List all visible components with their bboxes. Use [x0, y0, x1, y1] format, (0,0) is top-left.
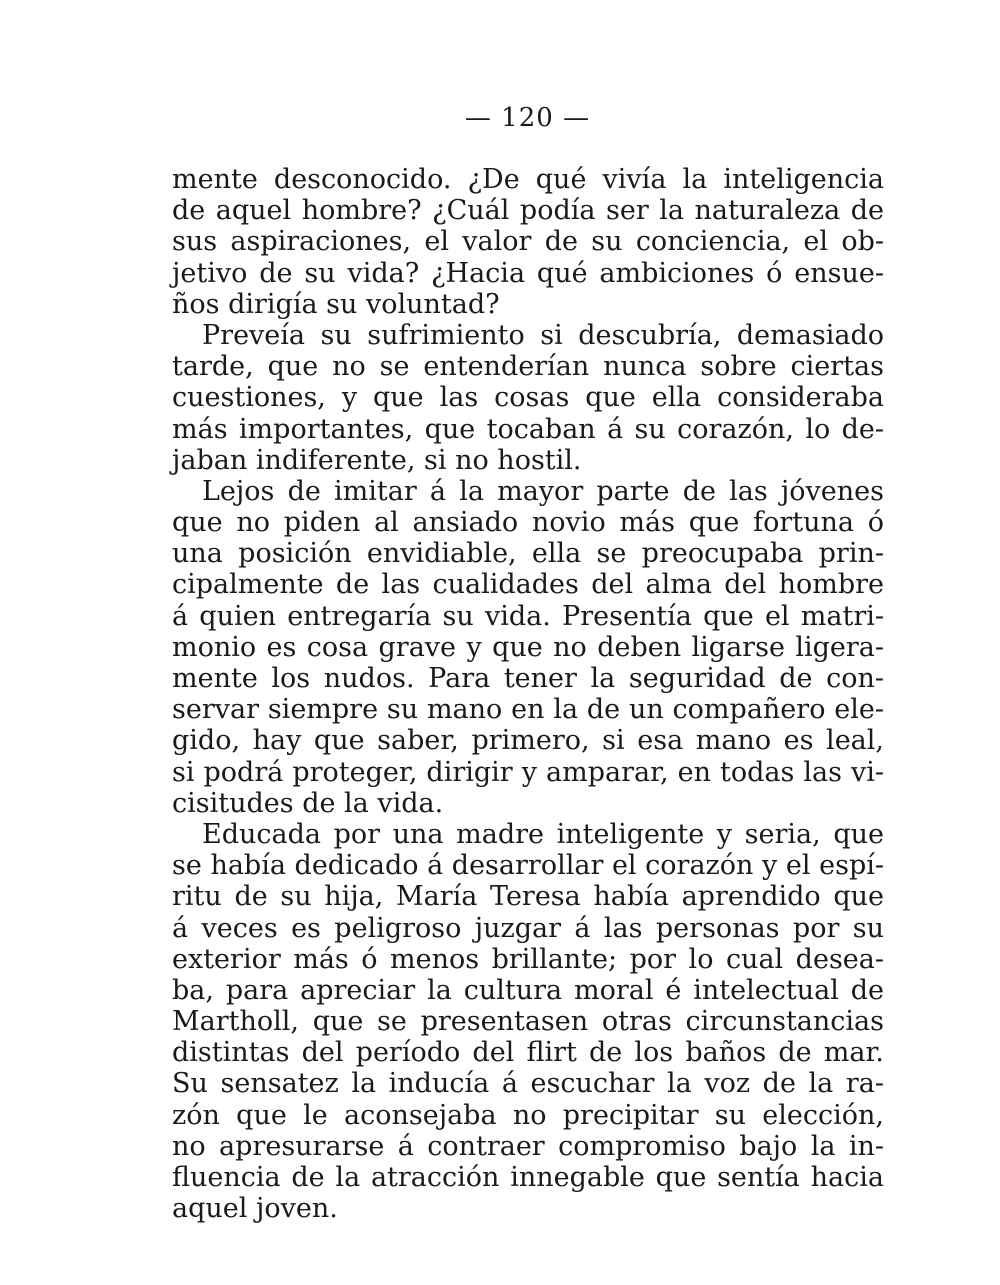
text-line: cisitudes de la vida.: [172, 787, 444, 819]
paragraph: [172, 819, 884, 1224]
text-line: jaban indiferente, si no hostil.: [172, 444, 582, 476]
text-line: más importantes, que tocaban á su corazón, lo de-: [172, 413, 884, 445]
text-line: fluencia de la atracción innegable que sentía hacia: [172, 1162, 884, 1193]
text-line: á veces es peligroso juzgar á las personas por su: [172, 912, 884, 944]
text-line: exterior más ó menos brillante; por lo cual desea-: [172, 943, 884, 975]
text-line: si podrá proteger, dirigir y amparar, en todas las vi-: [172, 756, 884, 788]
text-line: ños dirigía su voluntad?: [172, 288, 500, 320]
text-line: cuestiones, y que las cosas que ella consideraba: [172, 382, 884, 414]
text-line: no apresurarse á contraer compromiso bajo la in-: [172, 1130, 884, 1162]
text-line: aquel joven.: [172, 1193, 338, 1225]
text-line: distintas del período del flirt de los baños de mar.: [172, 1037, 884, 1069]
text-line: que no piden al ansiado novio más que fortuna ó: [172, 507, 884, 539]
text-line: jetivo de su vida? ¿Hacia qué ambiciones ó ensue-: [172, 257, 884, 289]
text-line: Su sensatez la inducía á escuchar la voz de la ra-: [172, 1068, 884, 1100]
text-line: mente los nudos. Para tener la seguridad de con-: [172, 663, 884, 694]
text-line: monio es cosa grave y que no deben ligarse ligera-: [172, 631, 884, 663]
text-line: Martholl, que se presentasen otras circunstancias: [172, 1006, 884, 1038]
text-line: Preveía su sufrimiento si descubría, demasiado: [202, 319, 884, 351]
text-line: Educada por una madre inteligente y seria, que: [202, 818, 884, 850]
text-line: zón que le aconsejaba no precipitar su elección,: [172, 1099, 884, 1131]
text-line: se había dedicado á desarrollar el corazón y el espí-: [172, 850, 884, 882]
text-line: ritu de su hija, María Teresa había aprendido que: [172, 881, 884, 913]
text-line: ba, para apreciar la cultura moral é intelectual de: [172, 974, 884, 1006]
text-line: sus aspiraciones, el valor de su conciencia, el ob-: [172, 226, 884, 258]
body-text: [172, 164, 884, 1224]
text-line: una posición envidiable, ella se preocupaba prin-: [172, 538, 884, 570]
paragraph: [172, 476, 884, 819]
text-line: mente desconocido. ¿De qué vivía la inteligencia: [172, 164, 884, 195]
page-number: — 120 —: [464, 103, 591, 133]
text-line: cipalmente de las cualidades del alma del hombre: [172, 569, 884, 601]
text-line: gido, hay que saber, primero, si esa mano es leal,: [172, 725, 884, 757]
text-line: á quien entregaría su vida. Presentía que el matri-: [172, 600, 884, 632]
paragraph: [172, 320, 884, 476]
text-line: Lejos de imitar á la mayor parte de las jóvenes: [202, 475, 884, 507]
text-line: tarde, que no se entenderían nunca sobre ciertas: [172, 351, 884, 383]
paragraph: [172, 164, 884, 320]
text-line: servar siempre su mano en la de un compañero ele-: [172, 694, 884, 726]
text-line: de aquel hombre? ¿Cuál podía ser la naturaleza de: [172, 195, 884, 227]
